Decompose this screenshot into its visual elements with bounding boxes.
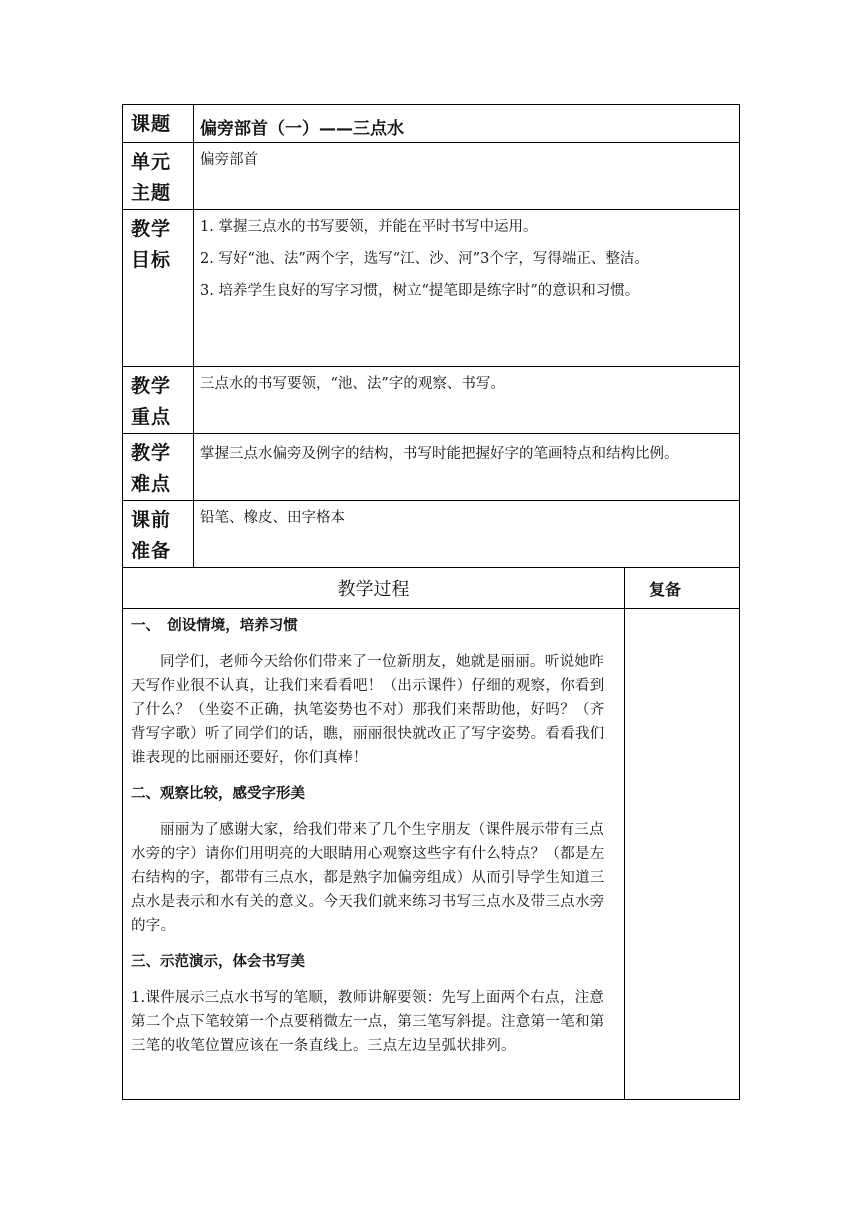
unit-row [123, 143, 740, 210]
lesson-plan-table [122, 104, 740, 1100]
title-value: 偏旁部首（一）——三点水 [194, 105, 740, 143]
prep-value: 铅笔、橡皮、田字格本 [194, 501, 740, 568]
section-paragraph: 同学们，老师今天给你们带来了一位新朋友，她就是丽丽。听说她昨天写作业很不认真，让我们来看看吧！（出示课件）仔细的观察，你看到了什么？（坐姿不正确，执笔姿势也不对）那我们来帮助他，好吗？（齐背写字歌）听了同学们的话，瞧，丽丽很快就改正了写字姿势。看看我们谁表现的比丽丽还要好，你们真棒！ [131, 654, 605, 766]
unit-label [123, 143, 194, 210]
prep-label [123, 501, 194, 568]
difficulty-value: 掌握三点水偏旁及例字的结构，书写时能把握好字的笔画特点和结构比例。 [194, 434, 740, 501]
goal-item: 3. 培养学生良好的写字习惯，树立“提笔即是练字时”的意识和习惯。 [200, 283, 640, 299]
difficulty-row [123, 434, 740, 501]
focus-value: 三点水的书写要领，“池、法”字的观察、书写。 [194, 367, 740, 434]
section-paragraph: 1.课件展示三点水书写的笔顺，教师讲解要领：先写上面两个右点，注意第二个点下笔较第一个点要稍微左一点，第三笔写斜提。注意第一笔和第三笔的收笔位置应该在一条直线上。三点左边呈弧状排列。 [131, 990, 605, 1054]
process-header-row [123, 568, 740, 609]
focus-label [123, 367, 194, 434]
prep-label-line2: 准备 [131, 540, 172, 562]
goals-label-line2: 目标 [131, 249, 172, 271]
process-content [123, 609, 625, 1100]
title-row [123, 105, 740, 143]
prep-row [123, 501, 740, 568]
difficulty-label-line1: 教学 [131, 442, 172, 464]
goals-label-line1: 教学 [131, 218, 172, 240]
process-header: 教学过程 [123, 568, 625, 609]
section-heading: 一、 创设情境，培养习惯 [131, 618, 298, 634]
section-heading: 二、观察比较，感受字形美 [131, 786, 305, 802]
title-label: 课题 [123, 105, 194, 143]
unit-label-line2: 主题 [131, 182, 172, 204]
goal-item: 2. 写好“池、法”两个字，选写“江、沙、河”3个字，写得端正、整洁。 [200, 251, 649, 267]
difficulty-label [123, 434, 194, 501]
focus-row [123, 367, 740, 434]
revision-header: 复备 [625, 568, 740, 609]
unit-label-line1: 单元 [131, 151, 172, 173]
goals-label [123, 210, 194, 367]
focus-label-line1: 教学 [131, 375, 172, 397]
revision-notes-cell [625, 609, 740, 1100]
section-heading: 三、示范演示，体会书写美 [131, 954, 305, 970]
goal-item: 1. 掌握三点水的书写要领，并能在平时书写中运用。 [200, 219, 538, 235]
section-paragraph: 丽丽为了感谢大家，给我们带来了几个生字朋友（课件展示带有三点水旁的字）请你们用明亮的大眼睛用心观察这些字有什么特点？（都是左右结构的字，都带有三点水，都是熟字加偏旁组成）从而引导学生知道三点水是表示和水有关的意义。今天我们就来练习书写三点水及带三点水旁的字。 [131, 822, 605, 934]
difficulty-label-line2: 难点 [131, 473, 172, 495]
goals-row [123, 210, 740, 367]
prep-label-line1: 课前 [131, 509, 172, 531]
process-body-row [123, 609, 740, 1100]
goals-value [194, 210, 740, 367]
unit-value: 偏旁部首 [194, 143, 740, 210]
focus-label-line2: 重点 [131, 406, 172, 428]
